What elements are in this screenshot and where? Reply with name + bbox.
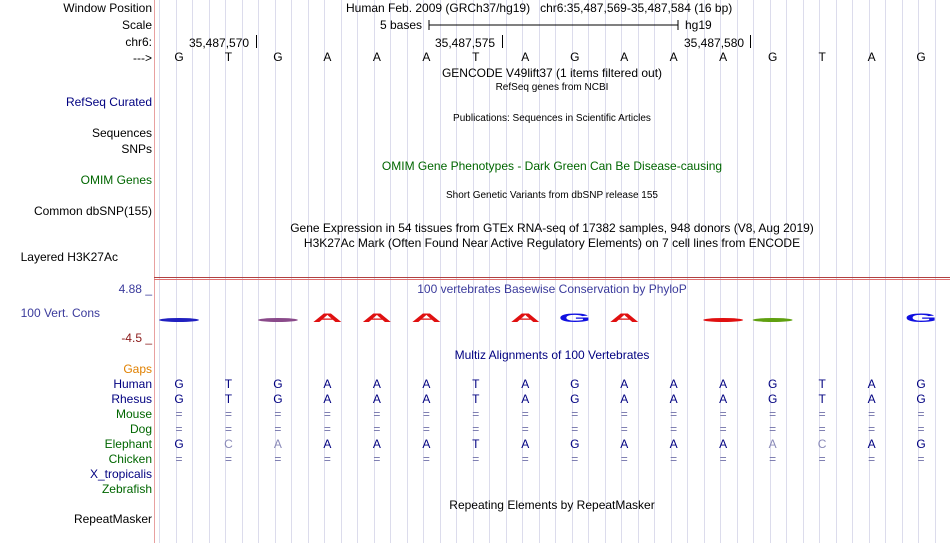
mouse-base: = [274,407,282,421]
reference-base: G [916,50,926,64]
label-species-mouse[interactable]: Mouse [115,407,152,421]
conservation-logo-letter: G [558,311,591,325]
conservation-logo-letter: A [609,311,640,325]
label-species-zebrafish[interactable]: Zebrafish [101,482,152,496]
mouse-base: = [917,407,925,421]
mouse-base: = [224,407,232,421]
rhesus-base: G [174,392,184,406]
dog-base: = [620,422,628,436]
reference-base: G [174,50,184,64]
human-base: G [767,377,778,391]
elephant-base: A [620,437,629,451]
mouse-base: = [521,407,529,421]
mouse-base: = [571,407,579,421]
rhesus-base: G [570,392,580,406]
track-title-gtex[interactable]: Gene Expression in 54 tissues from GTEx RNA-seq of 17382 samples, 948 donors (V8, Aug 2019) [290,221,814,235]
mouse-base: = [175,407,183,421]
label-layered-h3k27ac[interactable]: Layered H3K27Ac [20,250,118,264]
rhesus-base: A [521,392,530,406]
label-strand-arrow[interactable]: ---> [133,51,152,65]
chicken-base: = [868,452,876,466]
track-title-gencode[interactable]: GENCODE V49lift37 (1 items filtered out) [441,66,663,80]
elephant-base: C [224,437,233,451]
track-title-h3k27ac[interactable]: H3K27Ac Mark (Often Found Near Active Regulatory Elements) on 7 cell lines from ENCODE [303,236,801,250]
chicken-base: = [521,452,529,466]
tick-label-3: 35,487,580 [684,36,745,50]
chicken-base: = [571,452,579,466]
chicken-base: = [818,452,826,466]
chicken-base: = [719,452,727,466]
dog-base: = [818,422,826,436]
human-base: A [867,377,876,391]
conservation-logo-letter: G [904,311,938,325]
track-title-omim[interactable]: OMIM Gene Phenotypes - Dark Green Can Be Disease-causing [381,159,723,173]
label-window-position[interactable]: Window Position [63,1,152,15]
dog-base: = [175,422,183,436]
human-base: A [422,377,431,391]
human-base: G [570,377,580,391]
elephant-base: A [422,437,431,451]
track-title-multiz[interactable]: Multiz Alignments of 100 Vertebrates [454,348,650,362]
reference-base: G [570,50,580,64]
chicken-base: = [917,452,925,466]
reference-base: G [767,50,778,64]
conservation-logo-letter: A [510,311,541,325]
reference-base: A [323,50,332,64]
dog-base: = [719,422,727,436]
tick-label-2: 35,487,575 [435,36,496,50]
conservation-logo-letter: A [411,311,442,325]
rhesus-base: T [224,392,233,406]
reference-base: A [620,50,629,64]
rhesus-base: T [472,392,480,406]
window-position-text: Human Feb. 2009 (GRCh37/hg19) chr6:35,487,569-35,487,584 (16 bp) [346,1,733,15]
dog-base: = [373,422,381,436]
rhesus-base: A [323,392,332,406]
mouse-base: = [769,407,777,421]
chicken-base: = [274,452,282,466]
elephant-base: A [273,437,282,451]
rhesus-base: A [620,392,629,406]
elephant-base: T [472,437,480,451]
human-base: A [669,377,678,391]
elephant-base: A [768,437,777,451]
label-repeatmasker[interactable]: RepeatMasker [73,512,152,526]
rhesus-base: G [767,392,778,406]
label-species-chicken[interactable]: Chicken [108,452,152,466]
dog-base: = [472,422,480,436]
chicken-base: = [472,452,480,466]
mouse-base: = [472,407,480,421]
label-vert-cons[interactable]: 100 Vert. Cons [20,306,100,320]
elephant-base: G [174,437,184,451]
elephant-base: A [323,437,332,451]
label-sequences[interactable]: Sequences [91,126,152,140]
dog-base: = [323,422,331,436]
label-cons-min: -4.5 _ [121,331,152,345]
dog-base: = [224,422,232,436]
mouse-base: = [373,407,381,421]
human-base: T [818,377,826,391]
label-chrom[interactable]: chr6: [125,35,152,49]
elephant-base: A [719,437,728,451]
rhesus-base: A [422,392,431,406]
scale-bases-text: 5 bases [380,18,423,32]
label-species-dog[interactable]: Dog [129,422,152,436]
human-base: A [620,377,629,391]
mouse-base: = [818,407,826,421]
tick-label-1: 35,487,570 [189,36,250,50]
reference-base: A [521,50,530,64]
label-species-rhesus[interactable]: Rhesus [111,392,152,406]
rhesus-base: A [669,392,678,406]
label-species-elephant[interactable]: Elephant [104,437,152,451]
mouse-base: = [719,407,727,421]
assembly-label: hg19 [685,18,712,32]
dog-base: = [670,422,678,436]
human-base: T [472,377,480,391]
label-species-xtropicalis[interactable]: X_tropicalis [89,467,152,481]
chicken-base: = [175,452,183,466]
chicken-base: = [323,452,331,466]
label-cons-max: 4.88 _ [118,282,152,296]
reference-base: T [472,50,480,64]
elephant-base: A [669,437,678,451]
human-base: A [323,377,332,391]
rhesus-base: A [719,392,728,406]
chicken-base: = [670,452,678,466]
elephant-base: C [817,437,827,451]
mouse-base: = [670,407,678,421]
label-common-dbsnp[interactable]: Common dbSNP(155) [33,204,152,218]
label-gaps[interactable]: Gaps [123,362,152,376]
elephant-base: A [867,437,876,451]
reference-base: A [867,50,876,64]
label-scale[interactable]: Scale [121,18,152,32]
track-title-phylop[interactable]: 100 vertebrates Basewise Conservation by PhyloP [417,282,687,296]
chicken-base: = [769,452,777,466]
rhesus-base: T [818,392,826,406]
rhesus-base: A [372,392,381,406]
reference-base: A [669,50,678,64]
mouse-base: = [323,407,331,421]
mouse-base: = [422,407,430,421]
track-title-repeatmasker[interactable]: Repeating Elements by RepeatMasker [449,498,655,512]
dog-base: = [521,422,529,436]
chicken-base: = [373,452,381,466]
dog-base: = [274,422,282,436]
human-base: A [372,377,381,391]
dog-base: = [571,422,579,436]
reference-base: A [372,50,381,64]
mouse-base: = [868,407,876,421]
human-base: G [273,377,283,391]
track-title-refseq[interactable]: RefSeq genes from NCBI [495,82,609,93]
label-species-human[interactable]: Human [113,377,152,391]
reference-base: A [422,50,431,64]
reference-base: A [719,50,728,64]
label-omim-genes[interactable]: OMIM Genes [80,173,152,187]
elephant-base: G [570,437,580,451]
rhesus-base: G [273,392,283,406]
conservation-logo-letter: A [361,311,392,325]
dog-base: = [868,422,876,436]
track-title-dbsnp[interactable]: Short Genetic Variants from dbSNP release 155 [446,190,658,201]
human-base: G [174,377,184,391]
human-base: G [916,377,926,391]
reference-base: T [224,50,233,64]
chicken-base: = [224,452,232,466]
elephant-base: G [916,437,926,451]
elephant-base: A [521,437,530,451]
dog-base: = [769,422,777,436]
conservation-logo-letter: A [312,311,343,325]
human-base: A [719,377,728,391]
rhesus-base: G [916,392,926,406]
human-base: A [521,377,530,391]
chicken-base: = [422,452,430,466]
human-base: T [224,377,233,391]
track-title-publications[interactable]: Publications: Sequences in Scientific Articles [453,113,651,124]
reference-base: T [818,50,826,64]
reference-base: G [273,50,283,64]
label-snps[interactable]: SNPs [121,142,152,156]
dog-base: = [917,422,925,436]
chicken-base: = [620,452,628,466]
rhesus-base: A [867,392,876,406]
label-refseq[interactable]: RefSeq Curated [65,95,152,109]
dog-base: = [422,422,430,436]
elephant-base: A [372,437,381,451]
mouse-base: = [620,407,628,421]
